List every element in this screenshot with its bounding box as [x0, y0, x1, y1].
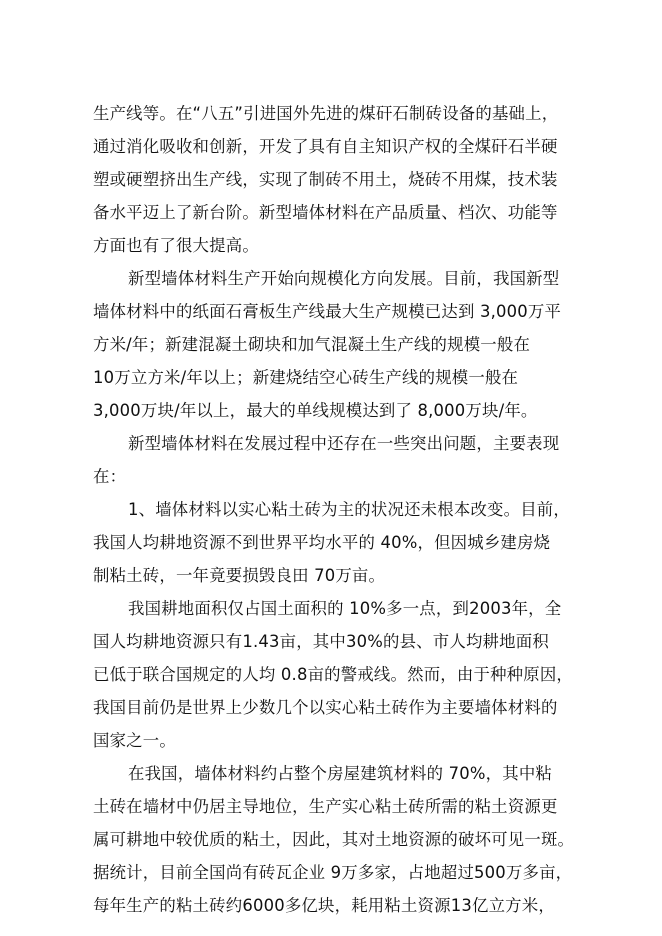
- text-line: 每年生产的粘土砖约6000多亿块，耗用粘土资源13亿立方米，: [93, 896, 555, 915]
- text-line: 方米/年；新建混凝土砌块和加气混凝土生产线的规模一般在: [93, 335, 531, 354]
- text-line: 制粘土砖，一年竟要损毁良田 70万亩。: [93, 566, 386, 585]
- text-line: 墙体材料中的纸面石膏板生产线最大生产规模已达到 3,000万平: [93, 302, 562, 321]
- text-line: 我国目前仍是世界上少数几个以实心粘土砖作为主要墙体材料的: [93, 698, 558, 717]
- text-line: 塑或硬塑挤出生产线，实现了制砖不用土，烧砖不用煤，技术装: [93, 170, 558, 189]
- text-line: 生产线等。在“八五”引进国外先进的煤矸石制砖设备的基础上，: [93, 104, 559, 123]
- text-line: 通过消化吸收和创新，开发了具有自主知识产权的全煤矸石半硬: [93, 137, 558, 156]
- text-line: 已低于联合国规定的人均 0.8亩的警戒线。然而，由于种种原因，: [93, 665, 574, 684]
- paragraph-first-line: 新型墙体材料在发展过程中还存在一些突出问题，主要表现: [128, 434, 560, 453]
- text-line: 据统计，目前全国尚有砖瓦企业 9万多家，占地超过500万多亩，: [93, 863, 573, 882]
- text-line: 3,000万块/年以上，最大的单线规模达到了 8,000万块/年。: [93, 401, 538, 420]
- paragraph-first-line: 我国耕地面积仅占国土面积的 10%多一点，到2003年，全: [128, 599, 562, 618]
- paragraph-first-line: 新型墙体材料生产开始向规模化方向发展。目前，我国新型: [128, 269, 560, 288]
- paragraph-first-line: 1、墙体材料以实心粘土砖为主的状况还未根本改变。目前，: [128, 500, 570, 519]
- text-line: 10万立方米/年以上；新建烧结空心砖生产线的规模一般在: [93, 368, 519, 387]
- text-line: 土砖在墙材中仍居主导地位，生产实心粘土砖所需的粘土资源更: [93, 797, 558, 816]
- text-line: 我国人均耕地资源不到世界平均水平的 40%，但因城乡建房烧: [93, 533, 551, 552]
- text-line: 备水平迈上了新台阶。新型墙体材料在产品质量、档次、功能等: [93, 203, 558, 222]
- text-line: 方面也有了很大提高。: [93, 236, 259, 255]
- text-line: 国家之一。: [93, 731, 176, 750]
- text-line: 国人均耕地资源只有1.43亩，其中30%的县、市人均耕地面积: [93, 632, 549, 651]
- paragraph-first-line: 在我国，墙体材料约占整个房屋建筑材料的 70%，其中粘: [128, 764, 553, 783]
- text-line: 属可耕地中较优质的粘土，因此，其对土地资源的破坏可见一斑。: [93, 830, 575, 849]
- text-line: 在：: [93, 467, 127, 486]
